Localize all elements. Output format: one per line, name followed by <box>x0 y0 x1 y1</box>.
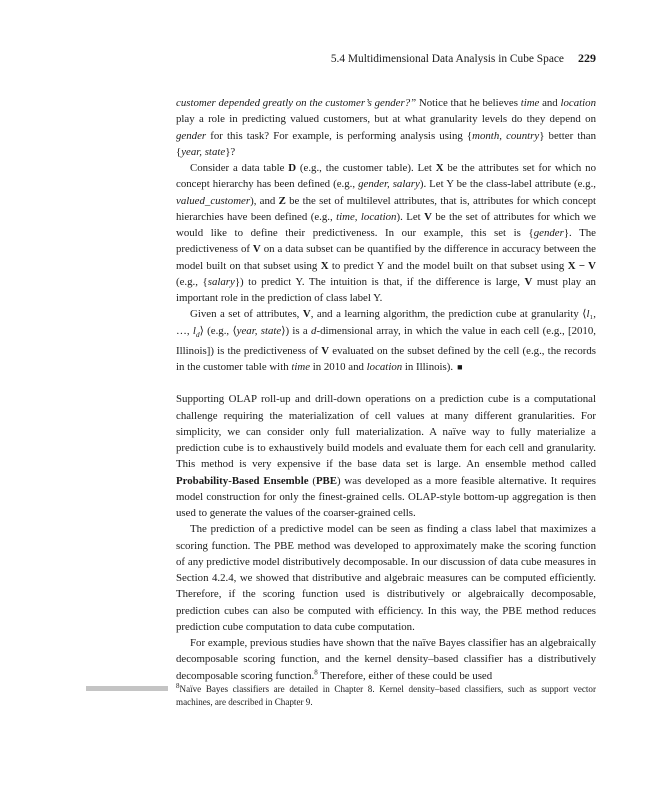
running-title: 5.4 Multidimensional Data Analysis in Cube Space <box>330 53 564 65</box>
text-run: V <box>302 308 311 321</box>
text-run: For example, previous studies have shown that the naïve Bayes classifier has an algebraically decomposable scoring function, and the kernel density–based classifier has a distributively decomposable scoring function. <box>176 637 596 682</box>
text-run: (e.g., { <box>176 275 208 288</box>
text-run: Therefore, either of these could be used <box>317 669 493 682</box>
text-run: ). Let Y be the class-label attribute (e.g., <box>419 178 596 191</box>
text-run: location <box>366 361 403 374</box>
text-run: ). Let <box>396 210 425 223</box>
text-run: in 2010 and <box>310 361 367 374</box>
footnote-marker: 8 <box>176 681 180 690</box>
text-run: and <box>539 97 561 109</box>
text-run: ₁, …, <box>176 308 596 337</box>
footnote-rule <box>86 686 168 691</box>
text-run: }. The predictiveness of <box>176 227 596 256</box>
text-run: salary <box>207 275 235 288</box>
text-run: V <box>321 344 330 357</box>
paragraph <box>176 160 596 306</box>
text-run: be the set of attributes for which we would like to define their predictiveness. In our example, this set is { <box>176 210 596 239</box>
text-run: X <box>320 259 329 272</box>
text-run: be the attributes set for which no concept hierarchy has been defined (e.g., <box>176 162 596 191</box>
paragraph <box>176 306 596 375</box>
page-number: 229 <box>578 51 596 65</box>
text-run: V <box>524 275 533 288</box>
text-run: ) was developed as a more feasible alternative. It requires model construction for only the finest-grained cells. OLAP-style bottom-up aggregation is then used to generate the values of the coarser-grained cells. <box>176 474 597 520</box>
text-run: }) to predict Y. The intuition is that, if the difference is large, <box>234 275 525 288</box>
text-run: l <box>192 324 196 337</box>
text-run: Notice that he believes <box>416 97 521 109</box>
text-run: }? <box>225 145 236 158</box>
text-run: gender <box>176 129 207 142</box>
footnote <box>176 683 596 708</box>
text-run: Probability-Based Ensemble <box>176 474 309 487</box>
paragraph <box>176 391 596 521</box>
text-run: Supporting OLAP roll-up and drill-down operations on a prediction cube is a computational challenge requiring the materialization of cell values at many different granularities. For simplicity, we can consider only full materialization. A naïve way to fully materialize a prediction cube is to exhaustively build models and evaluate them for each cell and granularity. This method is very expensive if the base data set is large. An ensemble method called <box>176 393 596 471</box>
text-run: gender, salary <box>358 178 420 191</box>
footnote-text: Naïve Bayes classifiers are detailed in Chapter 8. Kernel density–based classifiers, such as support vector machines, are described in Chapter 9. <box>176 684 596 707</box>
text-run: to predict Y and the model built on that subset using <box>328 259 568 272</box>
text-run: year, state <box>181 145 226 158</box>
text-run: ⟩) is a <box>281 324 312 337</box>
paragraph <box>176 95 596 160</box>
text-run: X − V <box>567 259 596 272</box>
text-run: be the set of multilevel attributes, that is, attributes for which concept hierarchies have been defined (e.g., <box>176 194 597 223</box>
paragraph <box>176 635 596 684</box>
text-run: The prediction of a predictive model can be seen as finding a class label that maximizes a scoring function. The PBE method was developed to approximately make the scoring function of any predictive model distributively decomposable. In our discussion of data cube measures in Section 4.2.4, we showed that distributive and algebraic measures can be computed efficiently. Therefore, if the scoring function used is distributively or algebraically decomposable, prediction cubes can also be computed with efficiency. In this way, the PBE method reduces prediction cube computation to data cube computation. <box>176 523 596 633</box>
text-run: d <box>311 324 317 337</box>
text-run: time <box>291 361 311 374</box>
text-run: must play an important role in the prediction of class label Y. <box>176 275 596 304</box>
text-run: Consider a data table <box>190 162 289 174</box>
text-run: d <box>195 329 200 339</box>
text-run: on a data subset can be quantified by the difference in accuracy between the model built on that subset using <box>176 243 596 272</box>
text-run: ), and <box>250 194 279 207</box>
text-run: ( <box>308 474 316 487</box>
end-of-example-mark: ■ <box>457 362 463 373</box>
text-run: evaluated on the subset defined by the cell (e.g., the records in the customer table with <box>176 344 596 374</box>
text-run: D <box>288 162 297 174</box>
body-text <box>176 95 596 684</box>
paragraph <box>176 521 596 635</box>
text-run: in Illinois). <box>402 361 454 374</box>
text-run: customer depended greatly on the customer’s gender?” <box>176 97 417 109</box>
text-run: -dimensional array, in which the value in each cell (e.g., [2010, Illinois]) is the predictiveness of <box>176 324 596 357</box>
running-header <box>176 51 596 66</box>
text-run: for this task? For example, is performing analysis using { <box>206 129 473 142</box>
text-run: PBE <box>315 474 338 487</box>
text-run: } better than { <box>176 129 597 158</box>
text-run: month, country <box>472 129 540 142</box>
footnote-reference: 8 <box>314 668 318 677</box>
text-run: valued_customer <box>176 194 251 207</box>
text-run: (e.g., the customer table). Let <box>296 162 436 174</box>
text-run: V <box>252 243 261 256</box>
text-run: V <box>424 210 432 223</box>
text-run: Given a set of attributes, <box>190 308 303 321</box>
text-run: Z <box>278 194 286 207</box>
text-run: location <box>560 97 596 109</box>
text-run: ⟩ (e.g., ⟨ <box>199 324 237 337</box>
text-run: , and a learning algorithm, the prediction cube at granularity ⟨ <box>310 308 587 321</box>
text-run: play a role in predicting valued customers, but at what granularity levels do they depend on <box>176 113 596 126</box>
text-run: gender <box>533 227 564 239</box>
text-run: time, location <box>336 210 397 223</box>
text-run: X <box>435 162 444 174</box>
text-run: year, state <box>236 324 282 337</box>
text-run: time <box>520 97 540 109</box>
text-run: l <box>586 308 590 321</box>
